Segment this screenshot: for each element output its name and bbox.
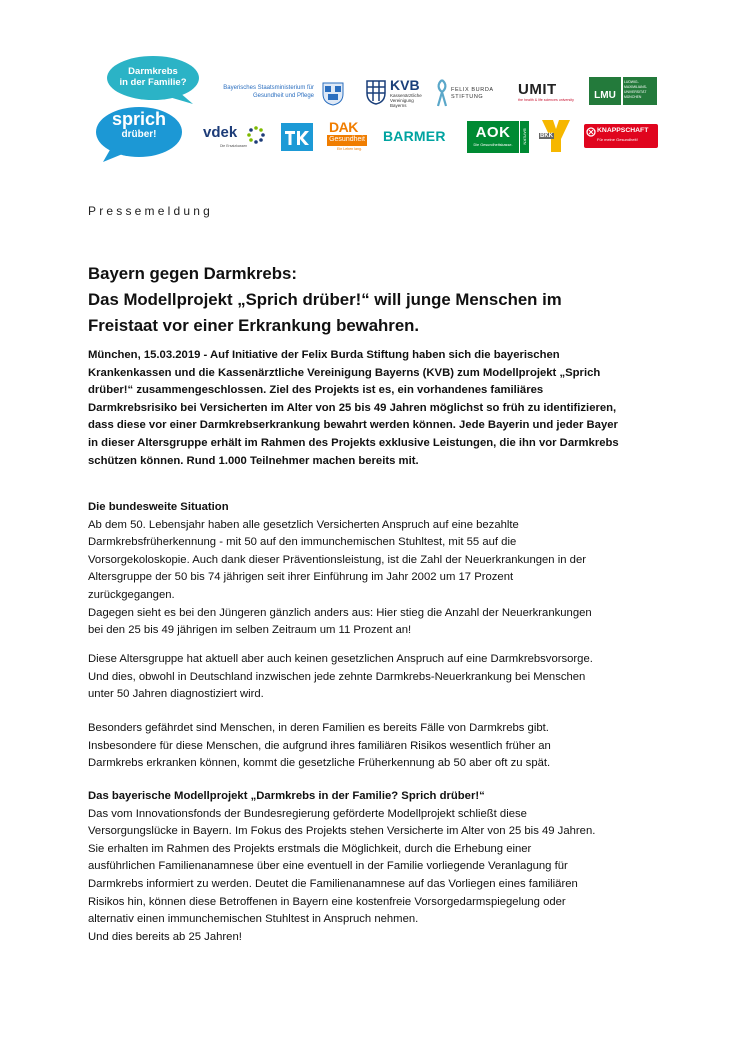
bavarian-coat-of-arms-icon: [320, 80, 346, 106]
headline: [88, 261, 688, 339]
section-heading: Das bayerische Modellprojekt „Darmkrebs in der Familie? Sprich drüber!“: [88, 790, 485, 802]
body-line: Sie erhalten im Rahmen des Projekts erstmals die Möglichkeit, durch die Erhebung einer: [88, 842, 532, 855]
section-model-project: [88, 788, 688, 946]
body-line: Das vom Innovationsfonds der Bundesregierung geförderte Modellprojekt schließt diese: [88, 807, 527, 820]
aok-logo: [467, 121, 529, 153]
lead-line: drüber!“ zusammengeschlossen. Ziel des Projekts ist es, ein vorhandenes familiäres: [88, 384, 544, 397]
bubble-bottom-line-2: drüber!: [121, 129, 157, 140]
umit-sub: the health & life sciences university: [518, 98, 574, 102]
ministry-line-2: Gesundheit und Pflege: [252, 93, 314, 99]
lmu-sub-4: MÜNCHEN: [624, 95, 642, 99]
burda-line-1: FELIX BURDA: [451, 87, 494, 93]
kvb-name: KVB: [390, 77, 420, 93]
lead-line: München, 15.03.2019 - Auf Initiative der Felix Burda Stiftung haben sich die bayerischen: [88, 349, 560, 361]
aok-side: BAYERN: [522, 128, 528, 145]
body-line: alternativ einen immunchemischen Stuhltest in Anspruch nehmen.: [88, 913, 419, 926]
body-line: Darmkrebs erkranken können, kommt die gesetzliche Früherkennung ab 50 aber oft zu spät.: [88, 757, 551, 770]
knappschaft-sub: Für meine Gesundheit!: [597, 137, 638, 142]
lead-line: schützen können. Rund 1.000 Teilnehmer machen bereits mit.: [88, 454, 419, 467]
lead-line: Krankenkassen und die Kassenärztliche Vereinigung Bayerns (KVB) zum Modellprojekt „Sprich: [88, 366, 601, 379]
lmu-sub-1: LUDWIG-: [624, 80, 639, 84]
tk-mark-icon: [285, 129, 309, 145]
lmu-name: LMU: [594, 90, 616, 101]
vdek-sub: Die Ersatzkassen: [220, 144, 248, 148]
dak-name: DAK: [329, 119, 358, 135]
umit-logo: [518, 81, 578, 105]
ribbon-icon: [435, 78, 449, 108]
umit-name: UMIT: [518, 81, 557, 98]
lead-line: in dieser Altersgruppe erhält im Rahmen des Projekts exklusive Leistungen, die ihn vor Darmkrebs: [88, 436, 619, 449]
section-situation: [88, 499, 688, 640]
bkk-logo: [539, 119, 573, 153]
barmer-logo: BARMER: [383, 128, 446, 144]
body-line: ausführlichen Familienanamnese über eine eventuell in der Familie vorliegende Veranlagung für: [88, 860, 568, 873]
body-line: Ab dem 50. Lebensjahr haben alle gesetzlich Versicherten Anspruch auf eine bezahlte: [88, 518, 519, 531]
aok-name: AOK: [475, 124, 511, 141]
aok-sub: Die Gesundheitskasse.: [473, 143, 513, 147]
body-line: Und dies bereits ab 25 Jahren!: [88, 930, 242, 943]
knappschaft-logo: [584, 124, 658, 148]
body-line: Vorsorgekoloskopie. Auch dank dieser Präventionsleistung, ist die Zahl der Neuerkrankungen in der: [88, 553, 586, 566]
headline-line-3: Freistaat vor einer Erkrankung bewahren.: [88, 316, 420, 335]
body-line: bei den 25 bis 49 jährigen im selben Zeitraum um 11 Prozent an!: [88, 624, 412, 637]
paragraph-risk: [88, 720, 688, 773]
kvb-sub-2: Vereinigung: [390, 98, 414, 103]
body-line: Insbesondere für diese Menschen, die aufgrund ihres familiären Risikos wesentlich früher an: [88, 739, 551, 752]
body-line: Dagegen sieht es bei den Jüngeren gänzlich anders aus: Hier stieg die Anzahl der Neuerkrankungen: [88, 606, 592, 619]
body-line: zurückgegangen.: [88, 588, 175, 601]
bubble-bottom-line-1: sprich: [111, 109, 167, 129]
lead-line: dass diese vor einer Darmkrebserkrankung bewahrt werden können. Jede Bayerin und jeder Bayer: [88, 419, 618, 432]
dak-logo: [327, 121, 371, 153]
ministry-logo: [222, 80, 348, 106]
knappschaft-emblem-icon: [586, 127, 596, 137]
dak-tag: Ein Leben lang.: [337, 147, 362, 151]
dak-sub: Gesundheit: [329, 136, 365, 143]
bkk-name: BKK: [540, 133, 553, 139]
body-line: Besonders gefährdet sind Menschen, in deren Familien es bereits Fälle von Darmkrebs gibt.: [88, 722, 549, 734]
kvb-sub-1: Kassenärztliche: [390, 93, 422, 98]
body-line: Darmkrebsfrüherkennung - mit 50 auf den immunchemischen Stuhltest, mit 55 auf die: [88, 536, 517, 549]
vdek-logo: [203, 124, 271, 150]
lead-paragraph: [88, 347, 670, 470]
section-heading: Die bundesweite Situation: [88, 501, 229, 513]
kvb-logo: [365, 77, 435, 109]
ministry-line-1: Bayerisches Staatsministerium für: [223, 85, 314, 91]
body-line: Risikos hin, können diese Betroffenen in Bayern eine kostenfreie Vorsorgedarmspiegelung oder: [88, 895, 566, 908]
vdek-dots-icon: [246, 125, 266, 145]
bubble-top-line-1: Darmkrebs: [128, 66, 178, 77]
vdek-name: vdek: [203, 124, 238, 141]
document-label: Pressemeldung: [88, 204, 213, 218]
burda-logo: [435, 78, 505, 108]
burda-line-2: STIFTUNG: [451, 94, 484, 100]
kvb-shield-icon: [365, 79, 387, 105]
body-line: Und dies, obwohl in Deutschland inzwischen jede zehnte Darmkrebs-Neuerkrankung bei Menschen: [88, 670, 586, 683]
body-line: Versorgungslücke in Bayern. Im Fokus des Projekts stehen Versicherte im Alter von 25 bis 49 Jahren.: [88, 825, 596, 838]
tk-logo: [281, 123, 313, 151]
body-line: Diese Altersgruppe hat aktuell aber auch keinen gesetzlichen Anspruch auf eine Darmkrebsvorsorge.: [88, 653, 593, 665]
body-line: Altersgruppe der 50 bis 74 jährigen seit ihrer Einführung im Jahr 2002 um 17 Prozent: [88, 571, 514, 584]
headline-line-1: Bayern gegen Darmkrebs:: [88, 264, 297, 283]
lmu-logo: [589, 77, 657, 105]
lmu-sub-3: UNIVERSITÄT: [624, 90, 647, 94]
bubble-top-line-2: in der Familie?: [119, 77, 187, 88]
headline-line-2: Das Modellprojekt „Sprich drüber!“ will junge Menschen im: [88, 290, 562, 309]
paragraph-age-group: [88, 651, 688, 704]
lmu-sub-2: MAXIMILIANS-: [624, 85, 647, 89]
body-line: unter 50 Jahren diagnostiziert wird.: [88, 688, 264, 701]
body-line: Darmkrebs informiert zu werden. Deutet die Familienanamnese auf das Vorliegen eines familiären: [88, 877, 578, 890]
kvb-sub-3: Bayerns: [390, 103, 407, 108]
campaign-logo: [93, 52, 205, 164]
lead-line: Darmkrebsrisiko bei Versicherten im Alter von 25 bis 49 Jahren möglichst so früh zu identifizieren,: [88, 401, 617, 414]
knappschaft-name: KNAPPSCHAFT: [597, 127, 649, 134]
